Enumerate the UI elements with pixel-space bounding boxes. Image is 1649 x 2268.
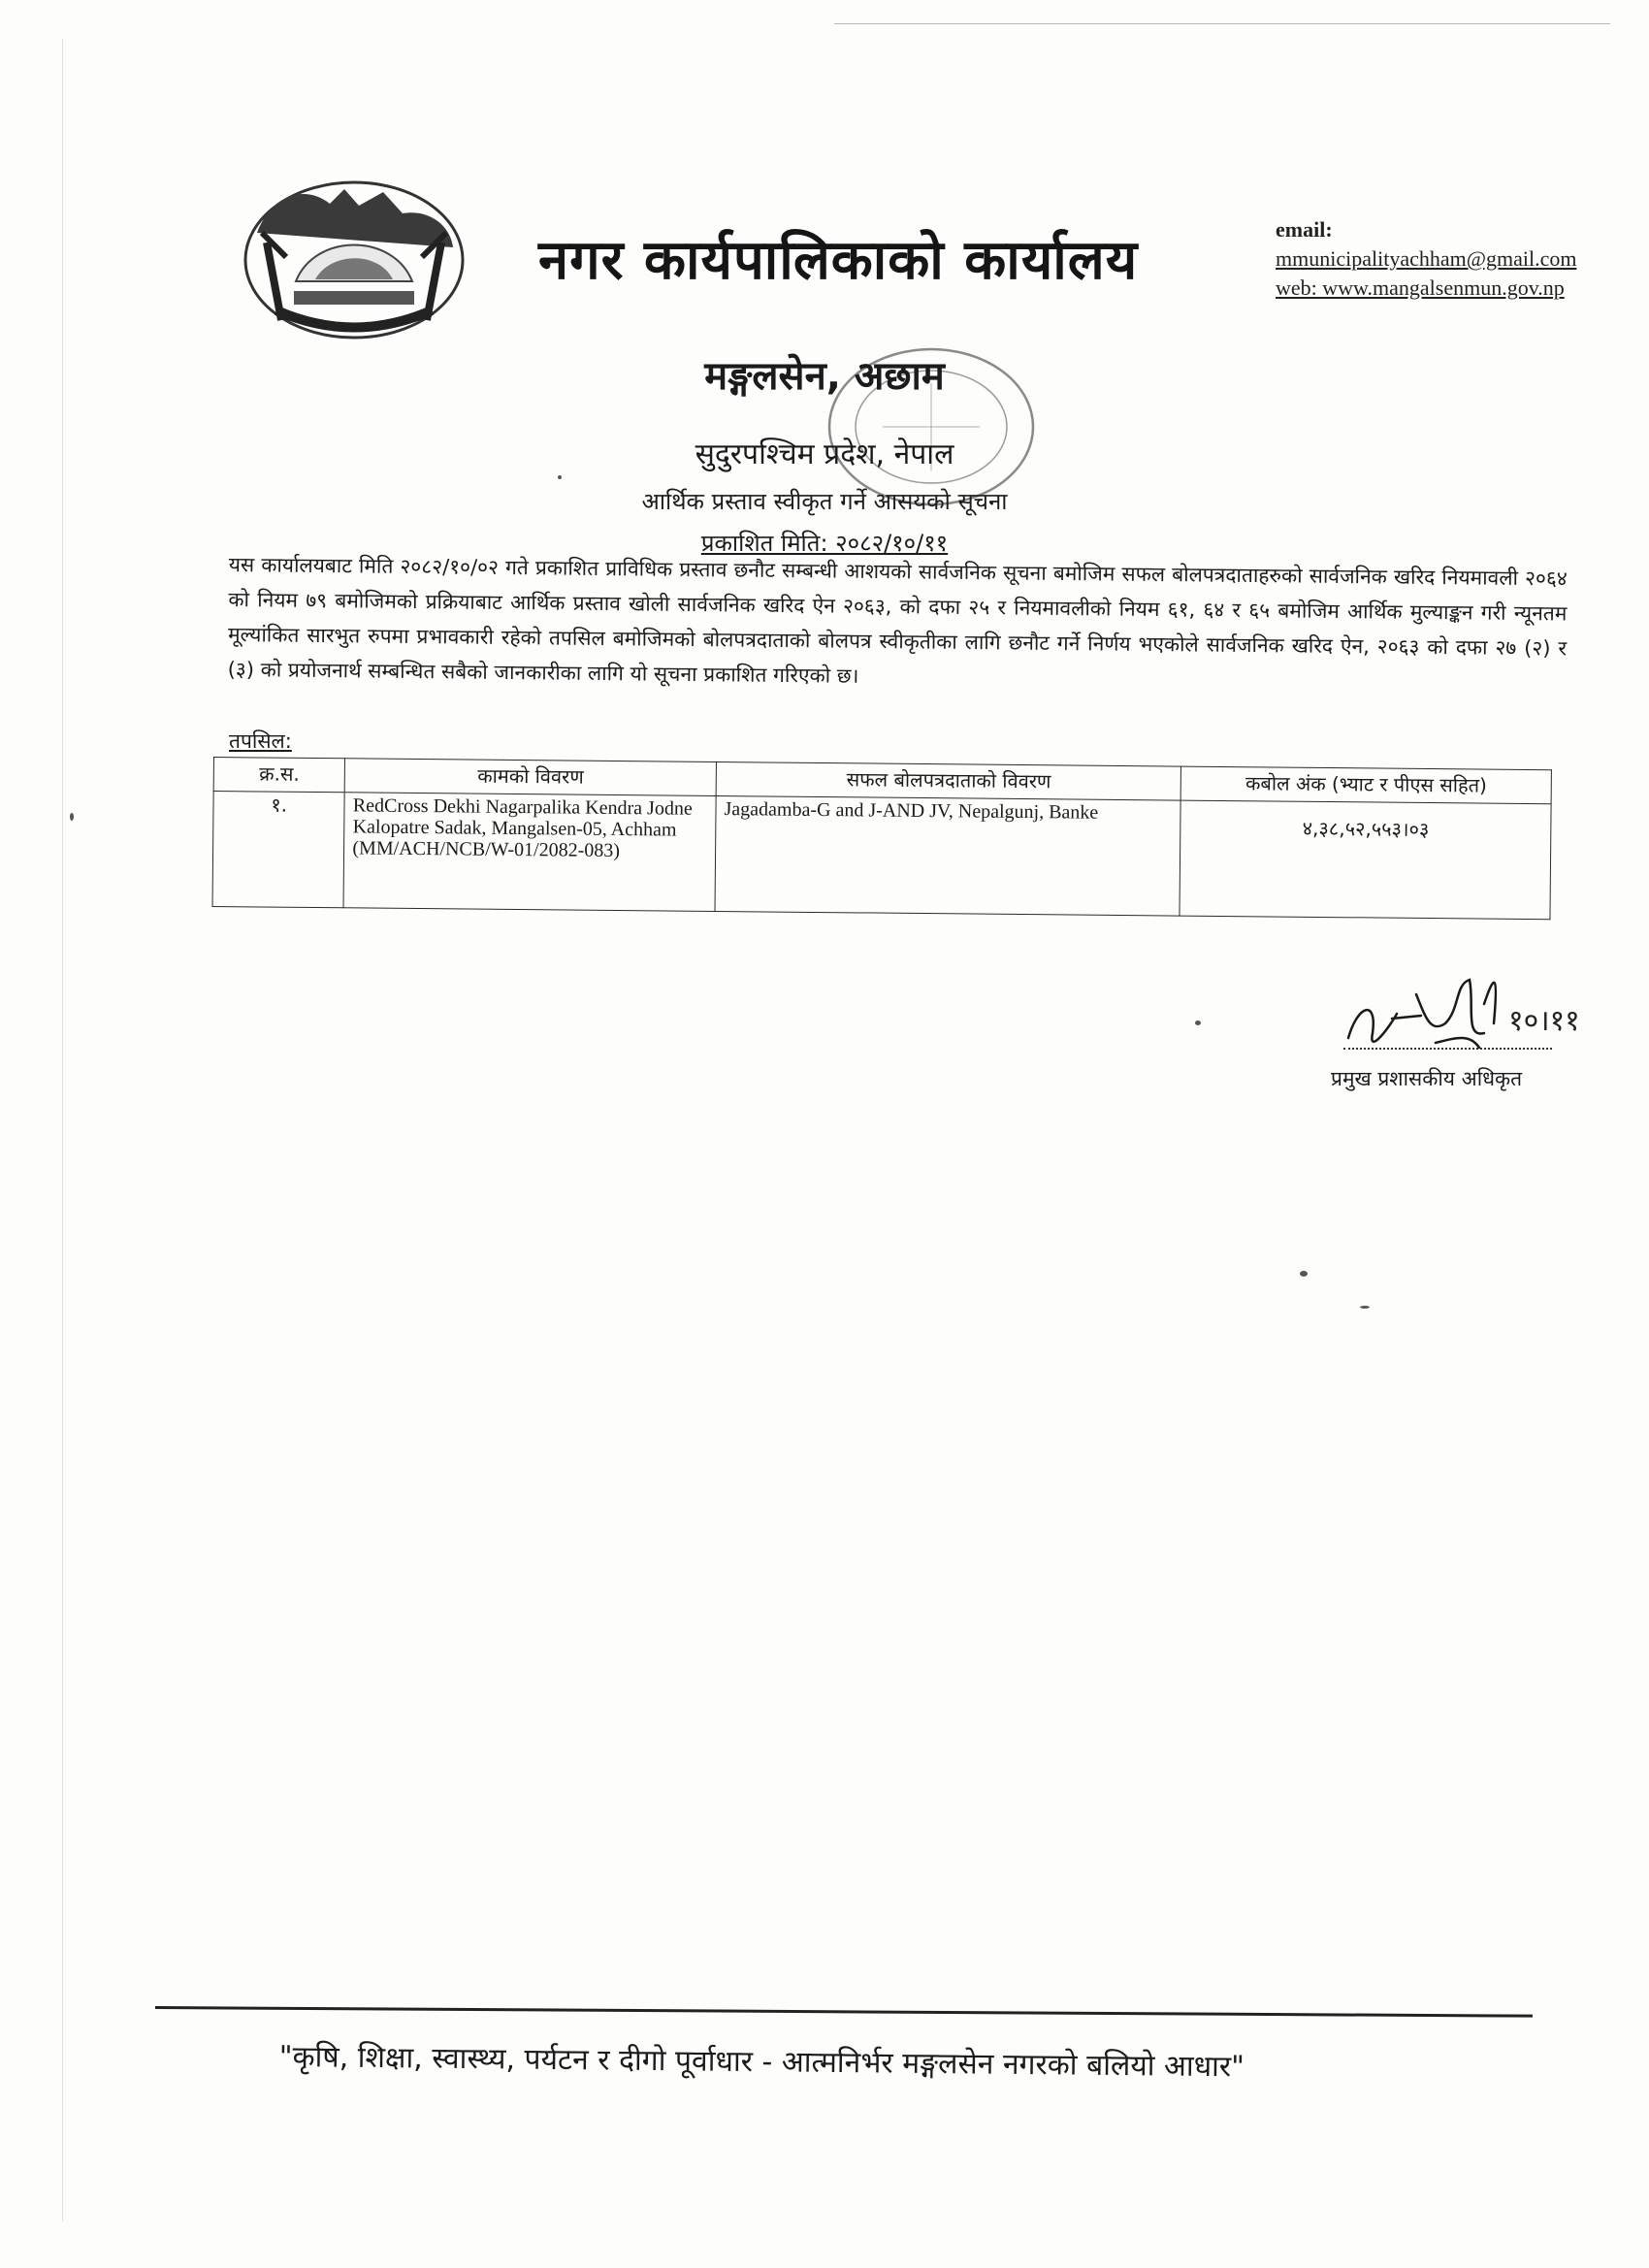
- publish-date: प्रकाशित मिति: २०८२/१०/११: [700, 530, 949, 557]
- footer-divider: [155, 2006, 1533, 2018]
- scan-speck: [1300, 1271, 1308, 1277]
- work-description: RedCross Dekhi Nagarpalika Kendra Jodne Kalopatre Sadak, Mangalsen-05, Achham: [352, 794, 693, 841]
- notice-title: आर्थिक प्रस्ताव स्वीकृत गर्ने आसयको सूचना: [641, 488, 1008, 515]
- scan-speck: [558, 475, 562, 479]
- details-label: तपसिल:: [229, 729, 292, 753]
- work-description-cell: [343, 793, 716, 912]
- serial-number-cell: १.: [212, 792, 344, 908]
- web-link[interactable]: web: www.mangalsenmun.gov.np: [1276, 275, 1565, 300]
- province-heading: सुदुरपश्चिम प्रदेश, नेपाल: [695, 437, 954, 471]
- column-header: सफल बोलपत्रदाताको विवरण: [716, 761, 1181, 800]
- column-header: कामको विवरण: [344, 759, 716, 796]
- notice-body: यस कार्यालयबाट मिति २०८२/१०/०२ गते प्रकाशित प्राविधिक प्रस्ताव छनौट सम्बन्धी आशयको सार्वजनिक सूचना बमोजिम सफल बोलपत्रदाताहरुको सार्वजनिक खरिद नियमावली २०६४ को नियम ७९ बमोजिमको प्रक्रियाबाट आर्थिक प्रस्ताव खोली सार्वजनिक खरिद ऐन २०६३, को दफा २५ र नियमावलीको नियम ६१, ६४ र ६५ बमोजिम आर्थिक मुल्याङ्कन गरी न्यूनतम मूल्यांकित सारभुत रुपमा प्रभावकारी रहेको तपसिल बमोजिमको बोलपत्रदाताको बोलपत्र स्वीकृतीका लागि छनौट गर्ने निर्णय भएकोले सार्वजनिक खरिद ऐन, २०६३ को दफा २७ (२) र (३) को प्रयोजनार्थ सम्बन्धित सबैको जानकारीका लागि यो सूचना प्रकाशित गरिएको छ।: [227, 552, 1568, 688]
- scan-edge-line: [834, 23, 1610, 24]
- scan-speck: [70, 813, 74, 821]
- office-title: नगर कार्यपालिकाको कार्यालय: [538, 229, 1139, 292]
- contact-block: [1276, 215, 1576, 303]
- bidder-cell: Jagadamba-G and J-AND JV, Nepalgunj, Banke: [715, 795, 1180, 916]
- city-heading: मङ्गलसेन, अछाम: [704, 354, 945, 399]
- footer-motto: "कृषि, शिक्षा, स्वास्थ्य, पर्यटन र दीगो पूर्वाधार - आत्मनिर्भर मङ्गलसेन नगरको बलियो आधार": [278, 2039, 1245, 2085]
- bid-amount-cell: ४,३८,५२,५५३।०३: [1180, 800, 1551, 920]
- signature-line: [1343, 1048, 1552, 1050]
- work-code: (MM/ACH/NCB/W-01/2082-083): [352, 837, 621, 862]
- signature-date: १०।११: [1508, 1004, 1580, 1038]
- nepal-emblem-icon: [238, 175, 470, 340]
- column-header: कबोल अंक (भ्याट र पीएस सहित): [1181, 766, 1552, 804]
- scan-speck: [1195, 1021, 1201, 1025]
- scan-speck: [1360, 1306, 1370, 1309]
- email-label: email:: [1276, 217, 1333, 242]
- table-row: [212, 792, 1551, 920]
- signatory-title: प्रमुख प्रशासकीय अधिकृत: [1331, 1067, 1523, 1090]
- bid-table: [212, 757, 1552, 920]
- handwritten-signature: [1339, 965, 1533, 1072]
- email-link[interactable]: mmunicipalityachham@gmail.com: [1276, 246, 1577, 271]
- column-header: क्र.स.: [213, 758, 345, 793]
